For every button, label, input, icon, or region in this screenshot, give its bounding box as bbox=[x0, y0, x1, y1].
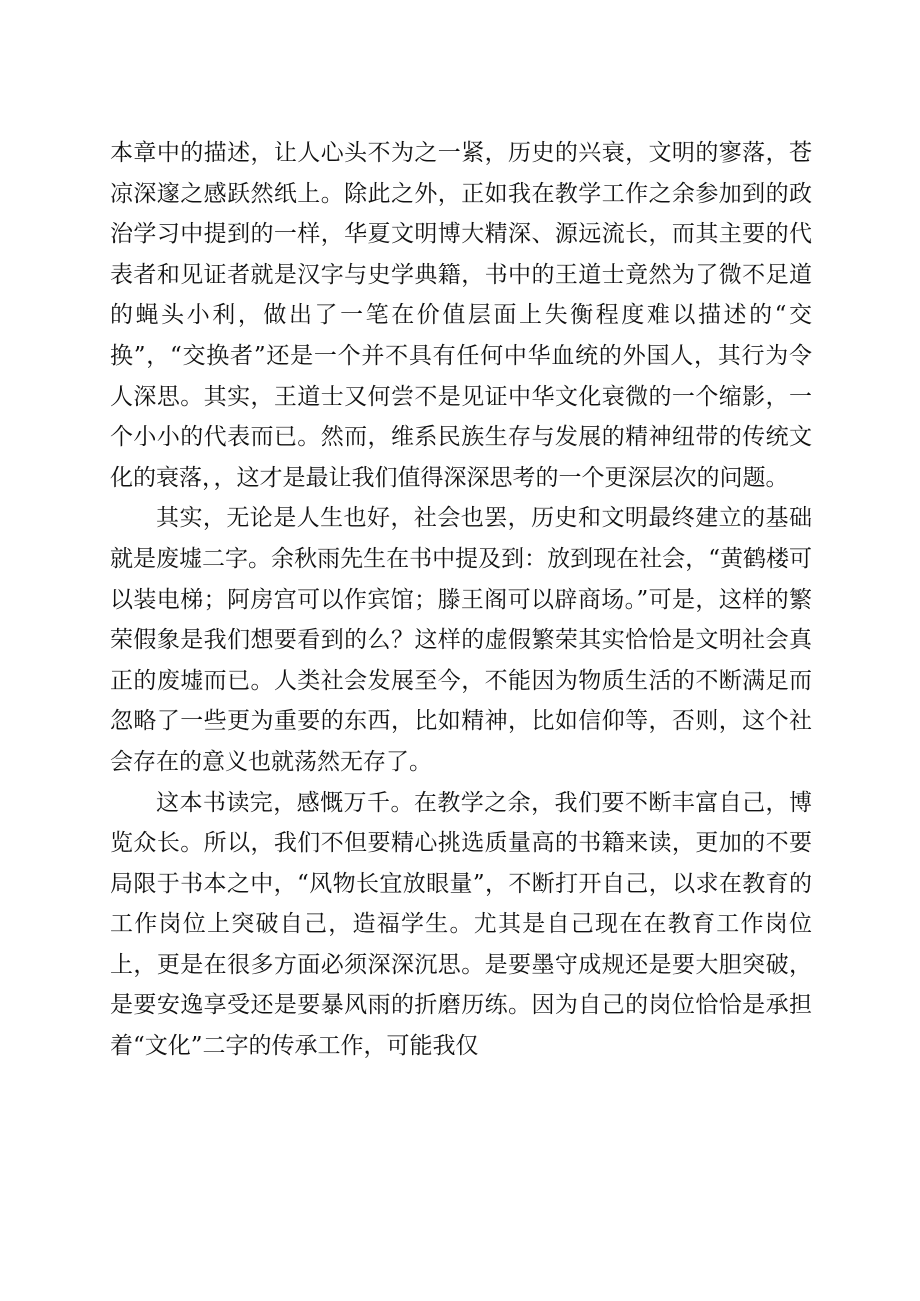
document-body bbox=[110, 133, 812, 1067]
paragraph-2: 其实，无论是人生也好，社会也罢，历史和文明最终建立的基础就是废墟二字。余秋雨先生在书中提及到：放到现在社会，“黄鹤楼可以装电梯；阿房宫可以作宾馆；滕王阁可以辟商场。”可是，这样的繁荣假象是我们想要看到的么？这样的虚假繁荣其实恰恰是文明社会真正的废墟而已。人类社会发展至今，不能因为物质生活的不断满足而忽略了一些更为重要的东西，比如精神，比如信仰等，否则，这个社会存在的意义也就荡然无存了。 bbox=[110, 505, 812, 775]
paragraph-1: 本章中的描述，让人心头不为之一紧，历史的兴衰，文明的寥落，苍凉深邃之感跃然纸上。除此之外，正如我在教学工作之余参加到的政治学习中提到的一样，华夏文明博大精深、源远流长，而其主要的代表者和见证者就是汉字与史学典籍，书中的王道士竟然为了微不足道的蝇头小利，做出了一笔在价值层面上失衡程度难以描述的“交换”，“交换者”还是一个并不具有任何中华血统的外国人，其行为令人深思。其实，王道士又何尝不是见证中华文化衰微的一个缩影，一个小小的代表而已。然而，维系民族生存与发展的精神纽带的传统文化的衰落，，这才是最让我们值得深深思考的一个更深层次的问题。 bbox=[110, 140, 812, 491]
paragraph-3: 这本书读完，感慨万千。在教学之余，我们要不断丰富自己，博览众长。所以，我们不但要精心挑选质量高的书籍来读，更加的不要局限于书本之中，“风物长宜放眼量”，不断打开自己，以求在教育的工作岗位上突破自己，造福学生。尤其是自己现在在教育工作岗位上，更是在很多方面必须深深沉思。是要墨守成规还是要大胆突破，是要安逸享受还是要暴风雨的折磨历练。因为自己的岗位恰恰是承担着“文化”二字的传承工作，可能我仅 bbox=[110, 789, 812, 1060]
